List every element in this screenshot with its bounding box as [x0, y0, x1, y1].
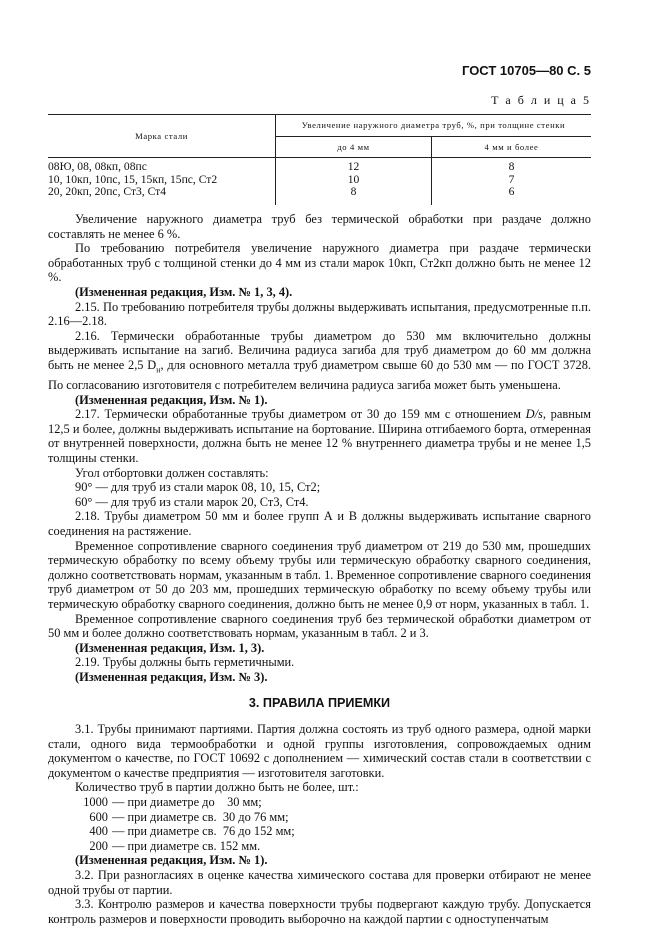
table-header-thick: 4 мм и более — [432, 137, 592, 158]
table-caption: Т а б л и ц а 5 — [491, 93, 591, 107]
paragraph: Угол отбортовки должен составлять: — [75, 465, 269, 480]
table-header-steel: Марка стали — [48, 115, 276, 158]
amendment-note: (Измененная редакция, Изм. № 1). — [75, 853, 268, 868]
table-cell-thin: 8 — [350, 185, 357, 199]
quantity-text: — при диаметре до 30 мм; — [112, 795, 262, 810]
paragraph: Увеличение наружного диаметра труб без термической обработки при раздаче должно составлять не менее 6 %. — [48, 212, 591, 241]
section-heading: 3. ПРАВИЛА ПРИЕМКИ — [248, 696, 391, 711]
quantity-value: 400 — [89, 824, 108, 839]
table-cell-thick: 7 — [508, 172, 515, 186]
paragraph: 3.1. Трубы принимают партиями. Партия должна состоять из труб одного размера, одной марки стали, одного вида термообработки и одной группы изготовления, сопровождаемых одним документом о качестве, по ГОСТ 10692 с дополнением — химический состав стали в соответствии с документом о качестве предприятия — изготовителя заготовки. — [48, 722, 591, 780]
table-cell-thick: 6 — [508, 185, 515, 199]
list-item — [48, 810, 591, 825]
quantity-value: 200 — [89, 838, 108, 853]
quantity-text: — при диаметре св. 76 до 152 мм; — [112, 824, 295, 839]
quantity-value: 1000 — [83, 795, 108, 810]
amendment-note: (Измененная редакция, Изм. № 1, 3, 4). — [75, 284, 293, 299]
paragraph: Количество труб в партии должно быть не более, шт.: — [75, 780, 359, 795]
table-cell-steel: 10, 10кп, 10пс, 15, 15кп, 15пс, Ст2 — [48, 172, 218, 186]
table-cell-thin: 12 — [347, 160, 360, 173]
paragraph-text: , равным 12,5 и более, должны выдерживать испытание на бортование. Ширина отгибаемого борта, отмеренная от внутренней поверхности, должна быть не менее 12 % внутреннего диаметра трубы и не менее 1,5 толщины стенки. — [48, 407, 591, 465]
amendment-note: (Измененная редакция, Изм. № 3). — [75, 669, 268, 684]
table-cell-steel: 08Ю, 08, 08кп, 08пс — [48, 160, 147, 173]
table-row — [48, 158, 591, 205]
paragraph-text: 2.17. Термически обработанные трубы диаметром от 30 до 159 мм с отношением — [75, 407, 526, 422]
paragraph: 2.18. Трубы диаметром 50 мм и более групп А и В должны выдерживать испытание сварного соединения на растяжение. — [48, 509, 591, 538]
subscript: н — [156, 365, 161, 375]
table-header-thin: до 4 мм — [276, 137, 432, 158]
paragraph: 90° — для труб из стали марок 08, 10, 15, Ст2; — [75, 480, 321, 495]
expansion-table — [48, 114, 591, 205]
paragraph: 3.3. Контролю размеров и качества поверхности трубы подвергают каждую трубу. Допускается контроль размеров и поверхности проводить выборочно на каждой партии с одноступенчатым — [48, 897, 591, 926]
paragraph-2-17 — [48, 407, 591, 465]
paragraph: 2.19. Трубы должны быть герметичными. — [75, 655, 295, 670]
ratio-symbol: D/s — [525, 407, 543, 422]
paragraph-text: 2.16. Термически обработанные трубы диаметром до 530 мм включительно должны выдерживать испытание на загиб. Величина радиуса загиба для труб диаметром до 60 мм должна быть не менее 2,5 D — [48, 328, 591, 372]
list-item — [48, 795, 591, 810]
paragraph: 2.15. По требованию потребителя трубы должны выдерживать испытания, предусмотренные п.п. 2.16—2.18. — [48, 299, 591, 329]
list-item — [48, 839, 591, 854]
quantity-text: — при диаметре св. 30 до 76 мм; — [112, 809, 289, 824]
table-cell-steel: 20, 20кп, 20пс, Ст3, Ст4 — [48, 185, 167, 199]
amendment-note: (Измененная редакция, Изм. 1, 3). — [75, 640, 265, 655]
document-body — [48, 212, 591, 926]
paragraph: 60° — для труб из стали марок 20, Ст3, Ст4. — [75, 494, 309, 509]
paragraph-text: , для основного металла труб диаметром свыше 60 до 530 мм — по ГОСТ 3728. По согласованию изготовителя с потребителем величина радиуса загиба может быть уменьшена. — [48, 357, 592, 392]
quantity-value: 600 — [89, 809, 108, 824]
paragraph: 3.2. При разногласиях в оценке качества химического состава для проверки отбирают не менее одной трубы от партии. — [48, 868, 591, 897]
quantity-text: — при диаметре св. 152 мм. — [112, 838, 261, 853]
table-header-group: Увеличение наружного диаметра труб, %, при толщине стенки — [276, 115, 592, 137]
table-cell-thin: 10 — [347, 172, 360, 186]
paragraph: По требованию потребителя увеличение наружного диаметра при раздаче термически обработанных труб с толщиной стенки до 4 мм из стали марок 10кп, Ст2кп должно быть не менее 12 %. — [48, 241, 591, 285]
paragraph-2-16 — [48, 329, 591, 393]
amendment-note: (Измененная редакция, Изм. № 1). — [75, 392, 268, 407]
paragraph: Временное сопротивление сварного соединения труб без термической обработки диаметром от 50 мм и более должно соответствовать нормам, указанным в табл. 2 и 3. — [48, 611, 591, 641]
paragraph: Временное сопротивление сварного соединения труб диаметром от 219 до 530 мм, прошедших термическую обработку по всему объему трубы или термическую обработку сварного соединения, должно соответствовать нормам, указанным в табл. 1. Временное сопротивление сварного соединения труб диаметром от 50 до 203 мм, прошедших термическую обработку по всему объему трубы или термическую обработку сварного соединения, должно быть не менее 0,9 от норм, указанных в табл. 1. — [48, 538, 591, 611]
list-item — [48, 824, 591, 839]
table-cell-thick: 8 — [508, 160, 515, 173]
page-header: ГОСТ 10705—80 С. 5 — [462, 63, 591, 78]
